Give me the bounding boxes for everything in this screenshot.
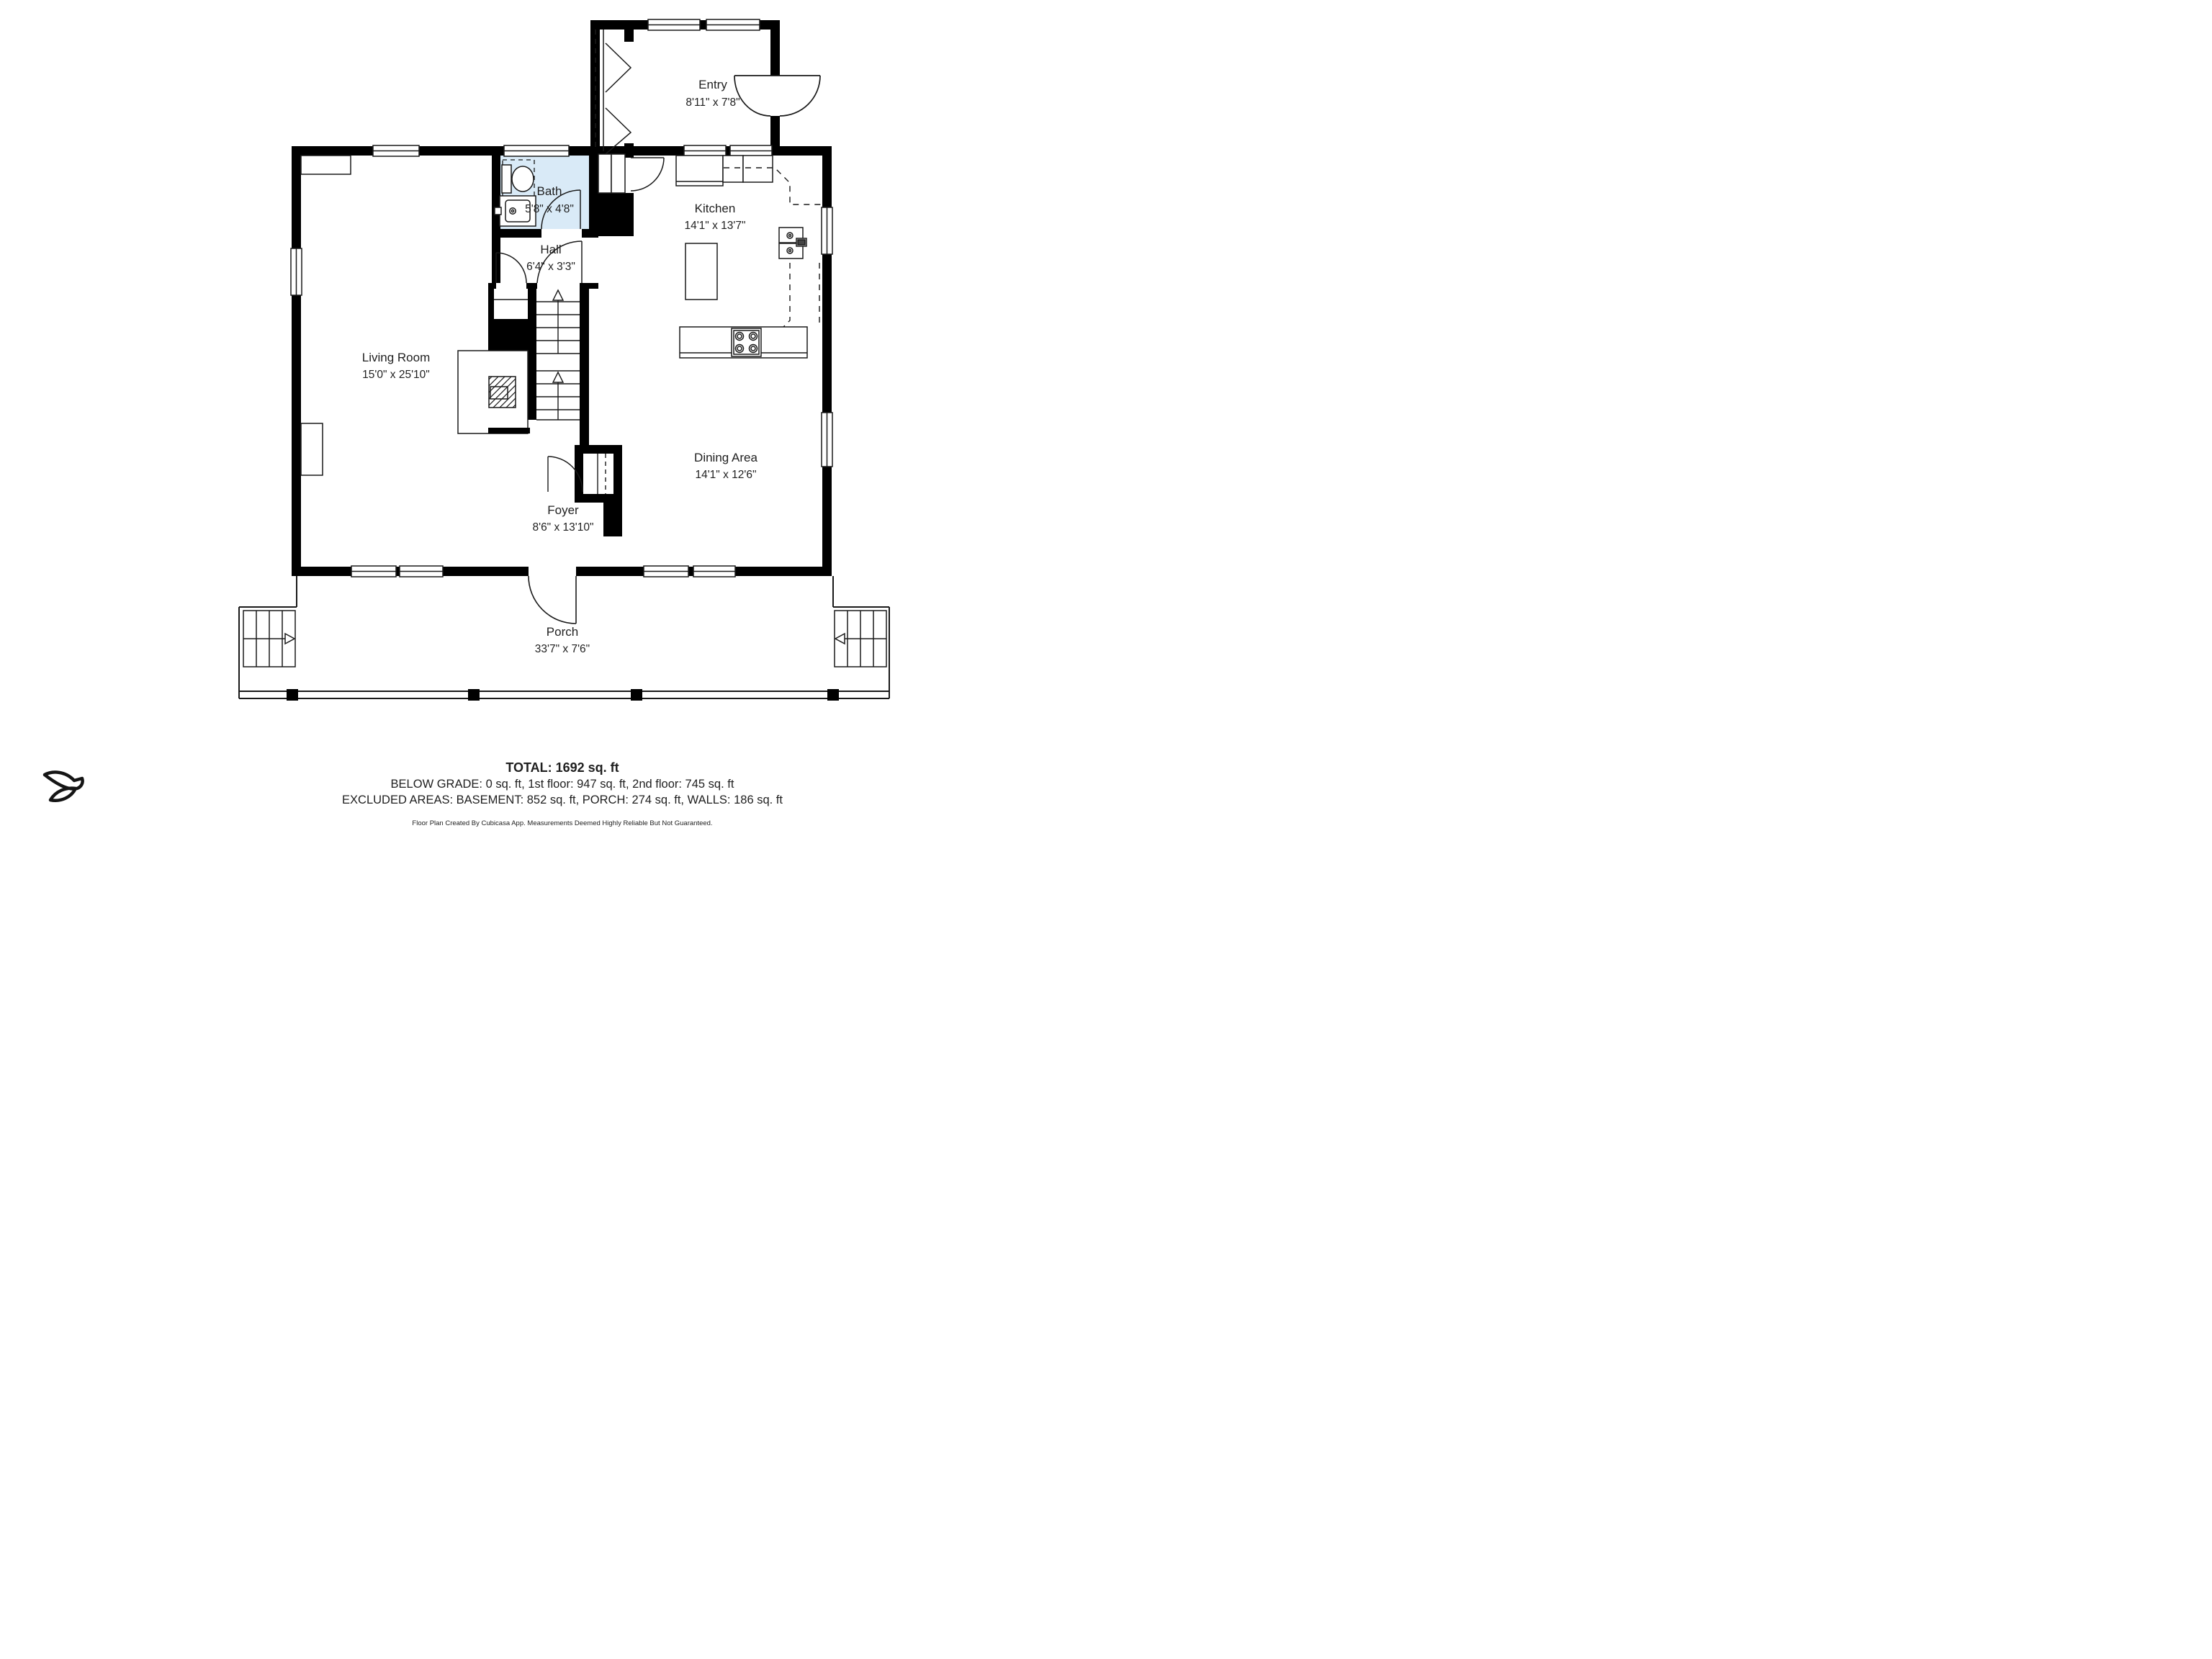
window-entry-top-1 (648, 19, 700, 30)
svg-text:6'4" x 3'3": 6'4" x 3'3" (526, 261, 575, 273)
room-label-living-room (362, 351, 431, 381)
window-left-wall (291, 248, 302, 295)
window-kitchen-top-1 (684, 145, 726, 156)
living-room-fixtures (301, 156, 351, 475)
kitchen-door (631, 158, 664, 191)
room-label-porch (535, 625, 590, 655)
footer-text (342, 760, 783, 827)
svg-text:Foyer: Foyer (547, 503, 579, 517)
window-dining-right (822, 413, 832, 467)
svg-text:Kitchen: Kitchen (694, 202, 736, 215)
window-kitchen-top-2 (730, 145, 772, 156)
stair-break-line (606, 43, 631, 92)
floor-areas: BELOW GRADE: 0 sq. ft, 1st floor: 947 sq. ft, 2nd floor: 745 sq. ft (390, 778, 734, 791)
svg-text:14'1" x 13'7": 14'1" x 13'7" (684, 220, 746, 232)
window-dining-bottom-1 (644, 566, 688, 577)
front-door (529, 576, 576, 624)
stove-icon (732, 328, 761, 356)
floor-plan-svg (0, 0, 1106, 830)
porch-steps-left (243, 611, 295, 667)
window-dining-bottom-2 (693, 566, 735, 577)
svg-text:Hall: Hall (540, 243, 562, 256)
room-label-hall (526, 243, 575, 273)
room-label-foyer (532, 503, 593, 534)
arrow-up-icon (553, 372, 563, 420)
chimney-flue (489, 377, 516, 408)
svg-text:33'7" x 7'6": 33'7" x 7'6" (534, 643, 590, 655)
svg-text:5'8" x 4'8": 5'8" x 4'8" (525, 203, 574, 215)
svg-text:14'1" x 12'6": 14'1" x 12'6" (695, 469, 757, 481)
cabinet (301, 156, 351, 174)
svg-text:Living Room: Living Room (361, 351, 431, 364)
svg-text:Dining Area: Dining Area (694, 451, 757, 464)
window-living-top (373, 145, 419, 156)
window-living-bottom-2 (400, 566, 443, 577)
svg-text:Entry: Entry (698, 78, 727, 91)
disclaimer: Floor Plan Created By Cubicasa App. Measurements Deemed Highly Reliable But Not Guaranteed. (412, 819, 713, 827)
counter-top-run (676, 156, 773, 186)
window-entry-top-2 (706, 19, 760, 30)
kitchen-fixtures (676, 156, 822, 358)
window-living-bottom-1 (351, 566, 396, 577)
svg-text:15'0" x 25'10": 15'0" x 25'10" (362, 369, 430, 381)
fireplace (458, 351, 528, 433)
window-bath-top (504, 145, 569, 156)
svg-text:8'6" x 13'10": 8'6" x 13'10" (532, 521, 594, 534)
arrow-up-icon (553, 290, 563, 354)
room-label-kitchen (684, 202, 745, 232)
porch-steps-right (835, 611, 886, 667)
window-kitchen-right (822, 207, 832, 254)
excluded-areas: EXCLUDED AREAS: BASEMENT: 852 sq. ft, PORCH: 274 sq. ft, WALLS: 186 sq. ft (342, 793, 783, 806)
cubicasa-bird-icon (45, 772, 83, 800)
total-area: TOTAL: 1692 sq. ft (505, 760, 619, 775)
kitchen-sink-icon (779, 228, 806, 258)
svg-text:Porch: Porch (546, 625, 579, 639)
svg-text:Bath: Bath (536, 184, 562, 198)
hearth-wall-stub (488, 428, 530, 433)
room-label-entry (685, 78, 739, 109)
kitchen-island (685, 243, 717, 300)
window-seat (301, 423, 323, 475)
svg-text:8'11" x 7'8": 8'11" x 7'8" (685, 96, 740, 109)
room-label-dining-area (694, 451, 757, 481)
floor-plan-page (0, 0, 1106, 830)
toilet-icon (502, 165, 534, 193)
